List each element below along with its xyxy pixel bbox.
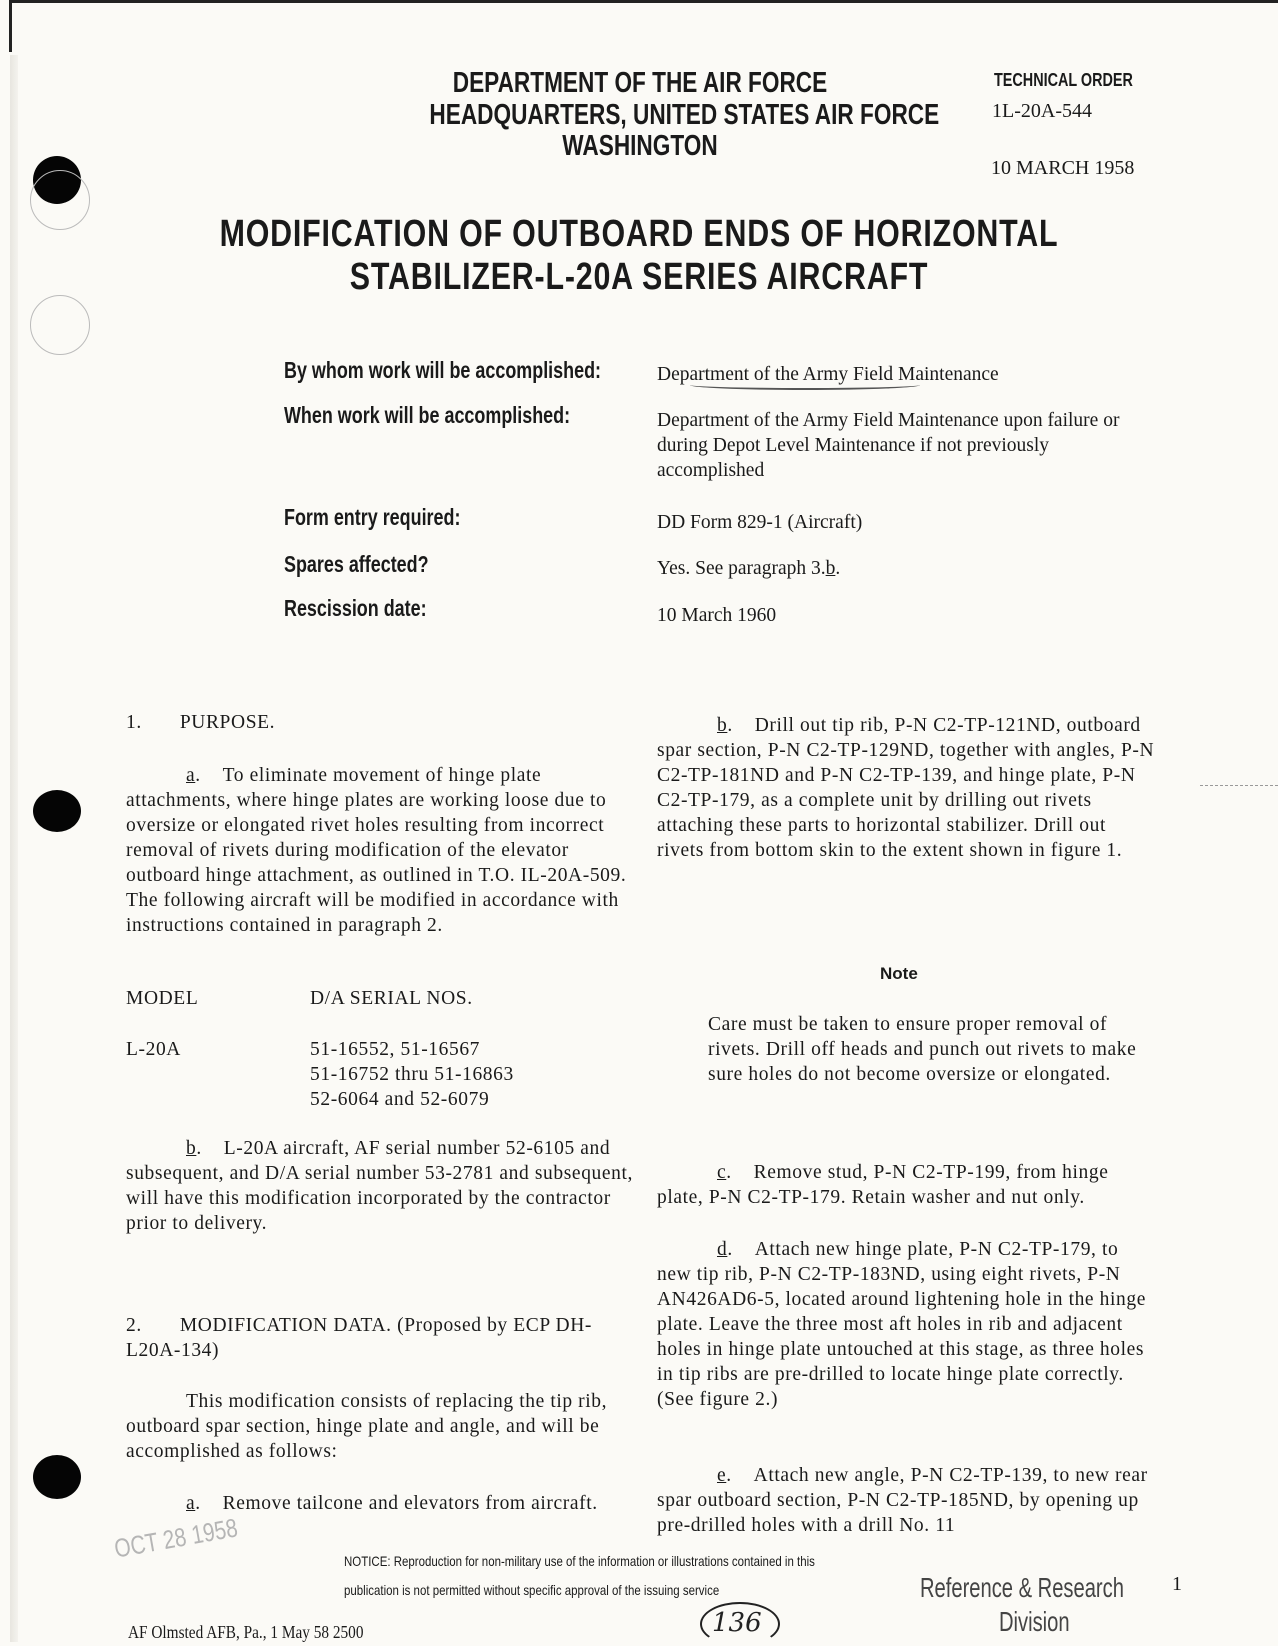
table-cell-serial-2: 51-16752 thru 51-16863 [310,1064,514,1085]
note-heading: Note [880,964,918,983]
section-2-intro: This modification consists of replacing the tip rib, outboard spar section, hinge plate and angle, and will be accomplished as follows: [126,1391,608,1462]
note-body: Care must be taken to ensure proper removal of rivets. Drill off heads and punch out rivets to make sure holes do not become oversize or elongated. [708,1014,1137,1085]
printing-imprint: AF Olmsted AFB, Pa., 1 May 58 2500 [128,1622,364,1642]
paragraph-2a: a. Remove tailcone and elevators from aircraft. [186,1493,598,1514]
agency-line-2: HEADQUARTERS, UNITED STATES AIR FORCE [429,99,940,131]
punch-hole-ghost-icon [30,170,90,230]
library-stamp-line-2: Division [999,1606,1070,1637]
agency-line-3: WASHINGTON [562,130,718,162]
punch-hole-icon [33,1455,81,1499]
punch-hole-icon [33,790,81,832]
paragraph-2b: b. Drill out tip rib, P-N C2-TP-121ND, outboard spar section, P-N C2-TP-129ND, together with angles, P-N C2-TP-181ND and P-N C2-TP-139, and hinge plate, P-N C2-TP-179, as a complete unit by drilling out rivets attaching these parts to horizontal stabilizer. Drill out rivets from bottom skin to the extent shown in figure 1. [657,715,1155,861]
summary-label-spares: Spares affected? [284,551,429,577]
section-1-heading: 1. PURPOSE. [126,712,276,733]
document-title-line-1: MODIFICATION OF OUTBOARD ENDS OF HORIZONTAL [219,213,1059,255]
notice-line-2: publication is not permitted without specific approval of the issuing service [344,1582,720,1598]
paragraph-1b: b. L-20A aircraft, AF serial number 52-6105 and subsequent, and D/A serial number 53-2781 and subsequent, will have this modification incorporated by the contractor prior to delivery. [126,1138,633,1234]
punch-hole-ghost-icon [30,295,90,355]
summary-value-spares: Yes. See paragraph 3.b. [657,558,841,579]
paragraph-2d: d. Attach new hinge plate, P-N C2-TP-179, to new tip rib, P-N C2-TP-183ND, using eight rivets, P-N AN426AD6-5, located around lightening hole in the hinge plate. Leave the three most aft holes in rib and adjacent holes in hinge plate untouched at this stage, as three holes in tip ribs are pre-drilled to locate hinge plate correctly. (See figure 2.) [657,1239,1146,1410]
page-edge-shadow [10,55,18,1642]
technical-order-number: 1L-20A-544 [992,100,1092,122]
paragraph-2e: e. Attach new angle, P-N C2-TP-139, to new rear spar outboard section, P-N C2-TP-185ND, by opening up pre-drilled holes with a drill No. 11 [657,1465,1148,1536]
page-number: 1 [1172,1573,1182,1595]
summary-label-when: When work will be accomplished: [284,402,571,428]
summary-label-by-whom: By whom work will be accomplished: [284,357,602,383]
paragraph-1a: a. To eliminate movement of hinge plate attachments, where hinge plates are working loose due to oversize or elongated rivet holes resulting from incorrect removal of rivets during modification of the elevator outboard hinge attachment, as outlined in T.O. IL-20A-509. The following aircraft will be modified in accordance with instructions contained in paragraph 2. [126,765,627,936]
publication-date: 10 MARCH 1958 [991,157,1135,179]
summary-label-form-entry: Form entry required: [284,504,461,530]
table-header-serials: D/A SERIAL NOS. [310,988,473,1009]
document-title-line-2: STABILIZER-L-20A SERIES AIRCRAFT [349,256,929,298]
table-cell-serial-3: 52-6064 and 52-6079 [310,1089,490,1110]
page-border-left [9,0,12,52]
library-stamp-line-1: Reference & Research [920,1572,1124,1603]
table-header-model: MODEL [126,988,199,1009]
notice-line-1: NOTICE: Reproduction for non-military use of the information or illustrations contained in this [344,1553,815,1569]
section-2-heading: 2. MODIFICATION DATA. (Proposed by ECP DH-L20A-134) [126,1315,593,1361]
page-border-top [10,0,1278,3]
summary-value-by-whom: Department of the Army Field Maintenance [657,364,999,385]
summary-value-when: Department of the Army Field Maintenance upon failure or during Depot Level Maintenance if not previously accomplished [657,410,1120,481]
table-cell-serial-1: 51-16552, 51-16567 [310,1039,481,1060]
summary-value-rescission: 10 March 1960 [657,605,777,626]
agency-line-1: DEPARTMENT OF THE AIR FORCE [452,67,828,99]
pen-underline-mark [690,380,920,390]
paragraph-2c: c. Remove stud, P-N C2-TP-199, from hinge plate, P-N C2-TP-179. Retain washer and nut only. [657,1162,1109,1208]
handwritten-number: 136 [712,1608,762,1638]
technical-order-label: TECHNICAL ORDER [994,70,1133,90]
summary-value-form-entry: DD Form 829-1 (Aircraft) [657,512,863,533]
summary-label-rescission: Rescission date: [284,595,427,621]
margin-mark [1200,785,1278,786]
received-date-stamp: OCT 28 1958 [112,1512,240,1564]
table-cell-model: L-20A [126,1039,181,1060]
